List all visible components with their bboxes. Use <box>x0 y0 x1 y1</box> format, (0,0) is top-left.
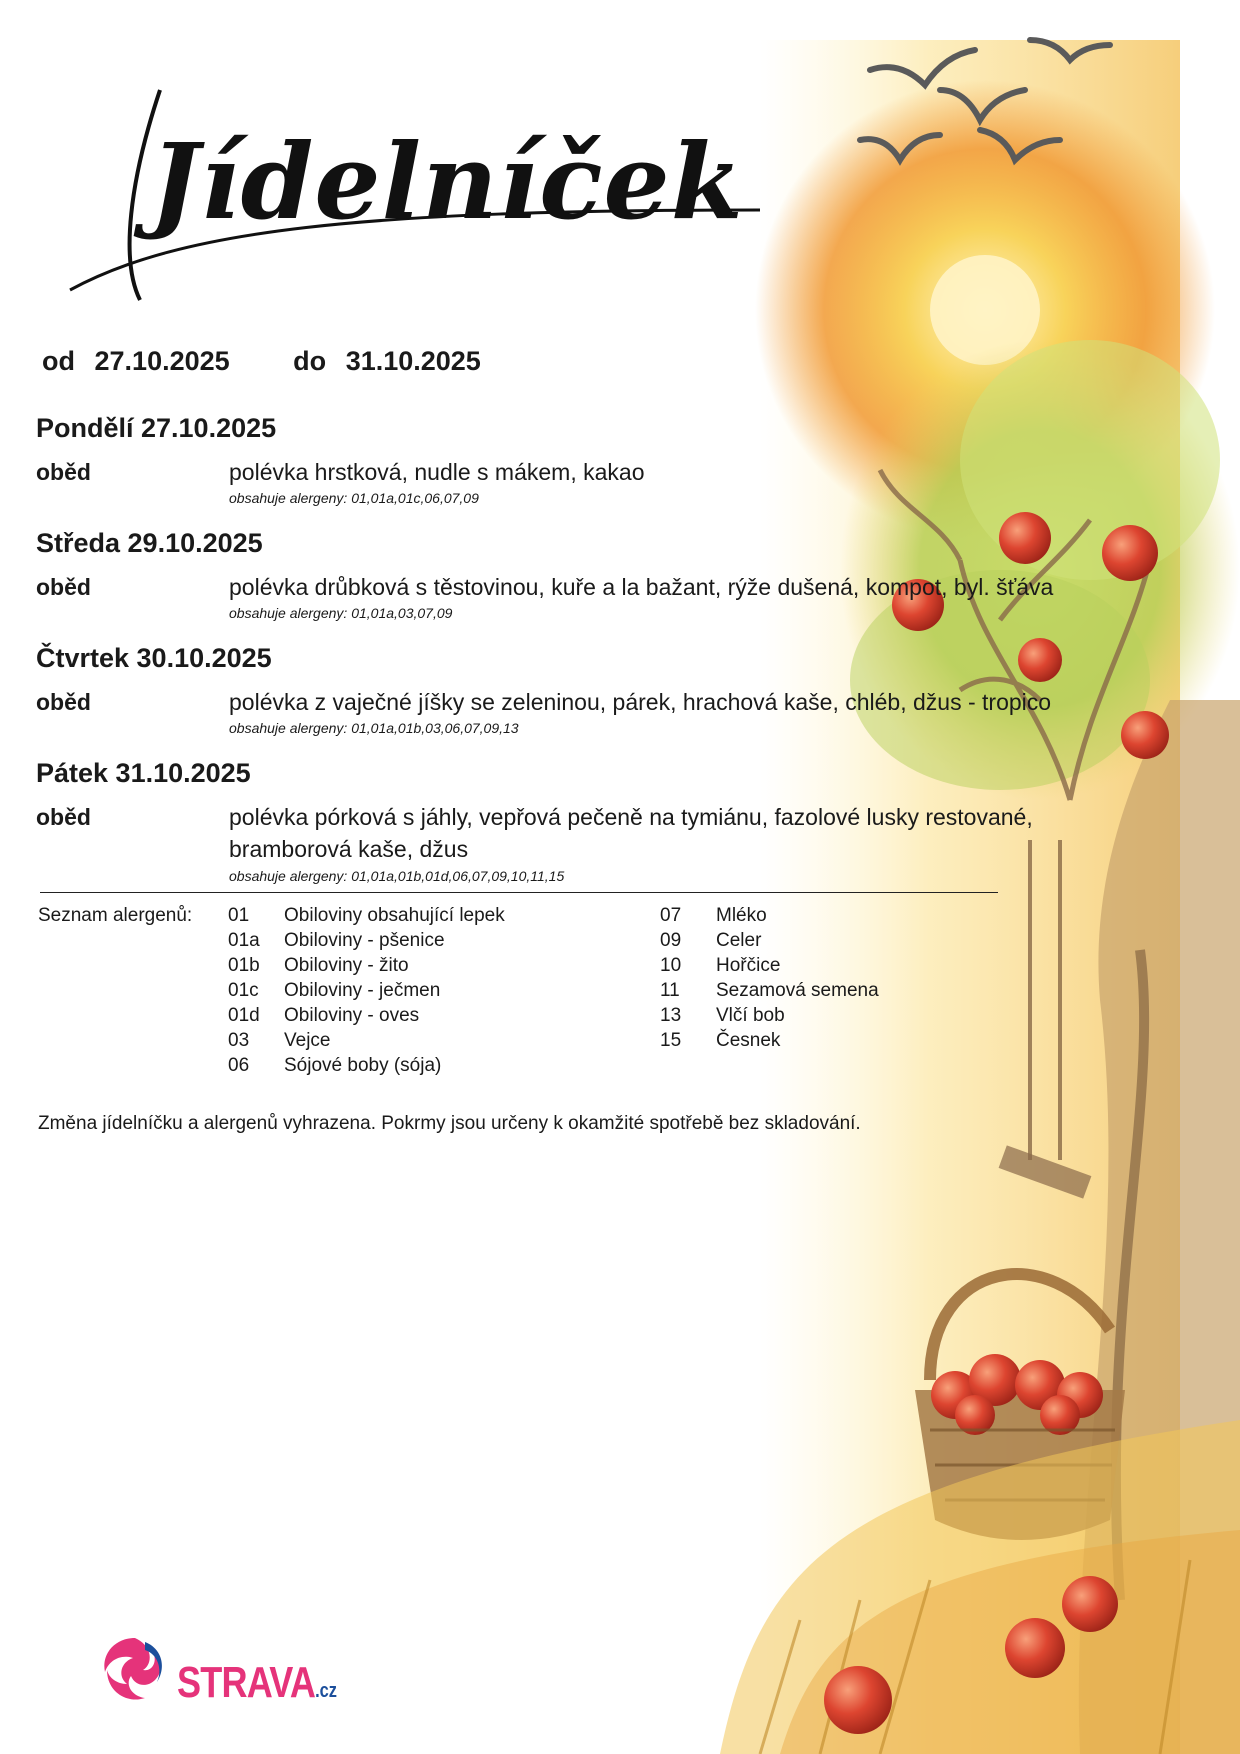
period-to-label: do <box>293 346 327 376</box>
meal-description: polévka drůbková s těstovinou, kuře a la bažant, rýže dušená, kompot, byl. šťáva <box>229 574 1054 600</box>
allergen-code: 10 <box>660 955 682 976</box>
meal-description: polévka hrstková, nudle s mákem, kakao <box>229 459 645 485</box>
divider <box>40 892 998 893</box>
allergen-name: Česnek <box>716 1030 781 1051</box>
meal-allergens: obsahuje alergeny: 01,01a,01c,06,07,09 <box>229 490 479 506</box>
allergen-code: 06 <box>228 1055 250 1076</box>
logo-domain-suffix: .cz <box>315 1680 337 1702</box>
allergen-code: 01 <box>228 905 250 926</box>
disclaimer-notice: Změna jídelníčku a alergenů vyhrazena. Pokrmy jsou určeny k okamžité spotřebě bez skladování. <box>38 1113 861 1134</box>
meal-description: polévka z vaječné jíšky se zeleninou, párek, hrachová kaše, chléb, džus - tropico <box>229 689 1052 715</box>
strava-logo-text <box>177 1658 337 1708</box>
allergen-name: Vejce <box>284 1030 331 1051</box>
day-title: Pátek 31.10.2025 <box>36 758 251 788</box>
allergen-list <box>0 905 1000 1085</box>
allergen-code: 01d <box>228 1005 260 1026</box>
allergen-name: Celer <box>716 930 762 951</box>
page-title-block <box>60 60 780 310</box>
day-title: Středa 29.10.2025 <box>36 528 263 558</box>
allergen-name: Sójové boby (sója) <box>284 1055 442 1076</box>
allergen-code: 03 <box>228 1030 250 1051</box>
allergen-list-label: Seznam alergenů: <box>38 905 193 926</box>
allergen-name: Obiloviny obsahující lepek <box>284 905 505 926</box>
allergen-name: Obiloviny - oves <box>284 1005 420 1026</box>
allergen-name: Mléko <box>716 905 767 926</box>
allergen-code: 01c <box>228 980 259 1001</box>
meal-allergens: obsahuje alergeny: 01,01a,03,07,09 <box>229 605 453 621</box>
day-title: Pondělí 27.10.2025 <box>36 413 277 443</box>
allergen-name: Sezamová semena <box>716 980 879 1001</box>
period-from-date: 27.10.2025 <box>94 346 230 376</box>
page-title: Jídelníček <box>150 120 744 243</box>
meal-allergens: obsahuje alergeny: 01,01a,01b,03,06,07,09,13 <box>229 720 519 736</box>
allergen-code: 09 <box>660 930 682 951</box>
allergen-name: Obiloviny - ječmen <box>284 980 441 1001</box>
allergen-code: 07 <box>660 905 682 926</box>
menu-period <box>42 346 481 377</box>
allergen-name: Hořčice <box>716 955 781 976</box>
strava-logo-icon <box>95 1630 175 1710</box>
allergen-code: 01a <box>228 930 260 951</box>
meal-description: polévka pórková s jáhly, vepřová pečeně na tymiánu, fazolové lusky restované, bramborová kaše, džus <box>229 804 1033 862</box>
allergen-code: 11 <box>660 980 680 1001</box>
period-to-date: 31.10.2025 <box>345 346 481 376</box>
meal-type: oběd <box>36 459 91 485</box>
meal-type: oběd <box>36 689 91 715</box>
allergen-name: Obiloviny - žito <box>284 955 409 976</box>
allergen-name: Vlčí bob <box>716 1005 785 1026</box>
allergen-name: Obiloviny - pšenice <box>284 930 445 951</box>
period-from-label: od <box>42 346 75 376</box>
meal-type: oběd <box>36 804 91 830</box>
meal-type: oběd <box>36 574 91 600</box>
strava-logo[interactable] <box>95 1630 337 1710</box>
meal-allergens: obsahuje alergeny: 01,01a,01b,01d,06,07,09,10,11,15 <box>229 868 565 884</box>
allergen-code: 13 <box>660 1005 682 1026</box>
logo-name: STRAVA <box>177 1658 316 1707</box>
day-title: Čtvrtek 30.10.2025 <box>36 643 272 673</box>
allergen-code: 01b <box>228 955 260 976</box>
allergen-code: 15 <box>660 1030 682 1051</box>
